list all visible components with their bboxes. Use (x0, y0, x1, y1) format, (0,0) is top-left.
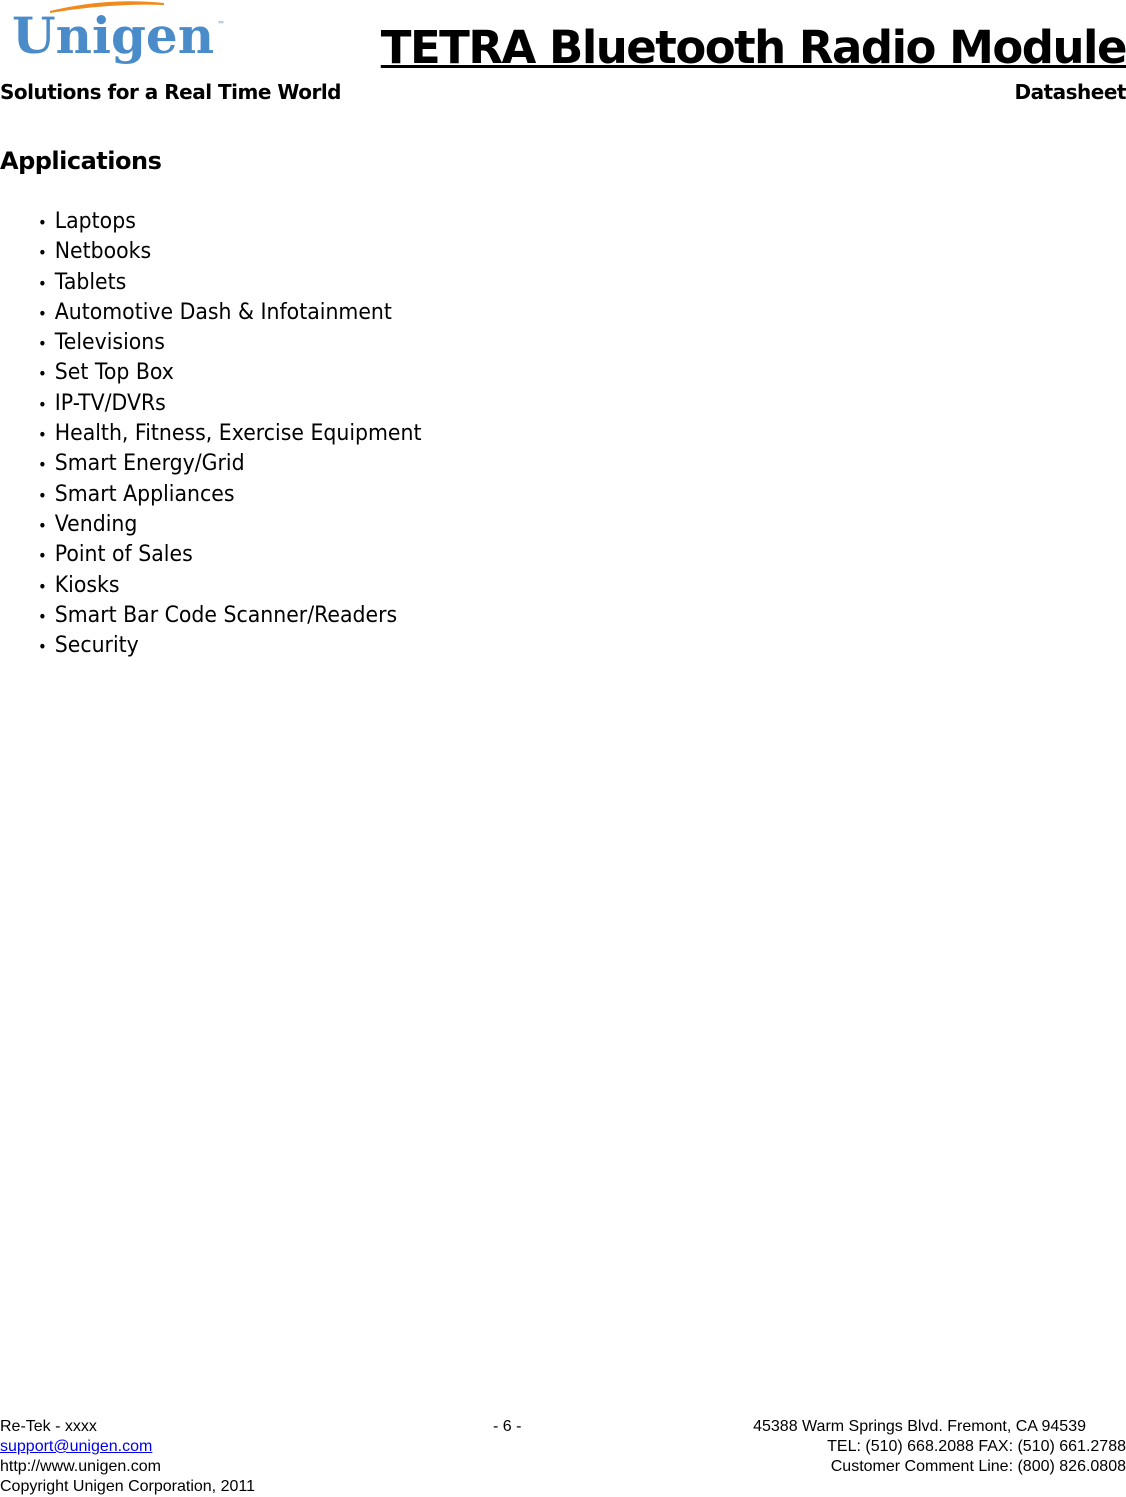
bullet-icon: • (38, 334, 47, 354)
footer-copyright: Copyright Unigen Corporation, 2011 (0, 1478, 255, 1495)
bullet-icon: • (38, 394, 47, 414)
list-item (38, 207, 422, 237)
bullet-icon: • (38, 546, 47, 566)
bullet-icon: • (38, 455, 47, 475)
section-heading: Applications (0, 147, 162, 175)
tagline: Solutions for a Real Time World (0, 80, 341, 104)
list-item-label: Health, Fitness, Exercise Equipment (54, 421, 422, 447)
bullet-icon: • (38, 364, 47, 384)
list-item (38, 480, 422, 510)
list-item-label: Tablets (54, 269, 127, 295)
list-item (38, 540, 422, 570)
bullet-icon: • (38, 425, 47, 445)
applications-list (38, 207, 450, 661)
footer-address: 45388 Warm Springs Blvd. Fremont, CA 94539 (753, 1418, 1086, 1435)
list-item-label: Point of Sales (54, 542, 193, 568)
footer-website: http://www.unigen.com (0, 1458, 161, 1475)
logo-text: Unigen (12, 6, 215, 65)
list-item-label: Netbooks (54, 239, 152, 265)
footer-phone: TEL: (510) 668.2088 FAX: (510) 661.2788 (827, 1438, 1126, 1455)
list-item-label: Set Top Box (54, 360, 174, 386)
list-item (38, 510, 422, 540)
list-item-label: Smart Energy/Grid (54, 451, 245, 477)
list-item (38, 631, 422, 661)
document-title: TETRA Bluetooth Radio Module (380, 21, 1126, 74)
list-item-label: Smart Bar Code Scanner/Readers (54, 602, 398, 628)
list-item-label: Televisions (54, 330, 165, 356)
document-subtitle: Datasheet (1014, 80, 1126, 104)
list-item (38, 358, 422, 388)
logo-trademark: ™ (217, 20, 226, 29)
list-item (38, 237, 422, 267)
bullet-icon: • (38, 303, 47, 323)
list-item (38, 328, 422, 358)
list-item-label: Smart Appliances (54, 481, 235, 507)
list-item-label: Automotive Dash & Infotainment (54, 299, 392, 325)
list-item-label: Kiosks (54, 572, 120, 598)
bullet-icon: • (38, 606, 47, 626)
list-item-label: Security (54, 633, 139, 659)
list-item-label: Vending (54, 511, 138, 537)
logo-wordmark (12, 6, 225, 66)
list-item (38, 419, 422, 449)
bullet-icon: • (38, 485, 47, 505)
list-item (38, 298, 422, 328)
list-item (38, 601, 422, 631)
bullet-icon: • (38, 576, 47, 596)
bullet-icon: • (38, 273, 47, 293)
footer-doc-id: Re-Tek - xxxx (0, 1418, 97, 1435)
list-item-label: IP-TV/DVRs (54, 390, 166, 416)
footer-page-number: - 6 - (493, 1418, 522, 1435)
footer-comment-line: Customer Comment Line: (800) 826.0808 (830, 1458, 1126, 1475)
list-item (38, 268, 422, 298)
support-email-link[interactable]: support@unigen.com (0, 1438, 153, 1455)
bullet-icon: • (38, 243, 47, 263)
list-item (38, 389, 422, 419)
list-item-label: Laptops (54, 209, 136, 234)
unigen-logo (8, 0, 248, 70)
bullet-icon: • (38, 213, 47, 232)
bullet-icon: • (38, 637, 47, 657)
bullet-icon: • (38, 515, 47, 535)
list-item (38, 571, 422, 601)
list-item (38, 449, 422, 479)
